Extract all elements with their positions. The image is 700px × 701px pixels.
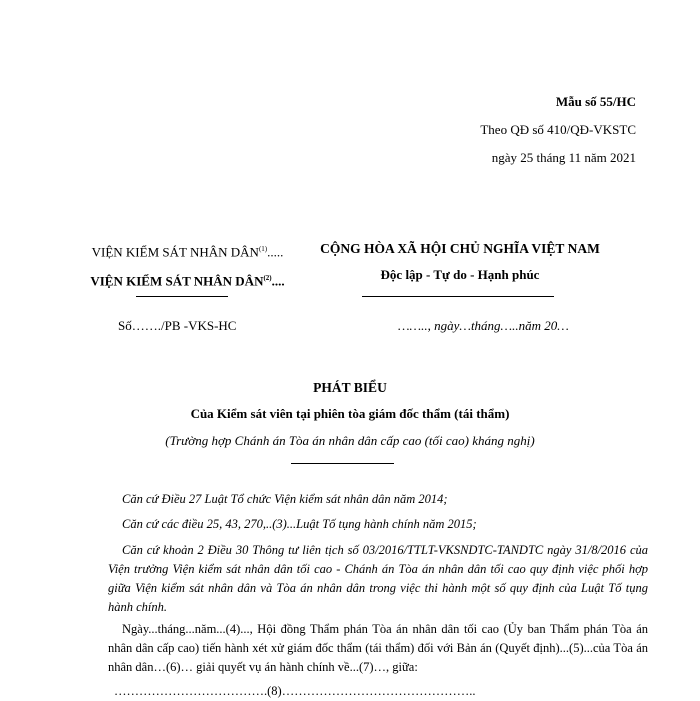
document-subtitle: Của Kiểm sát viên tại phiên tòa giám đốc thẩm (tái thẩm)	[190, 406, 510, 421]
footnote-ref-1: (1)	[258, 245, 268, 253]
agency-line-issuing: VIỆN KIỂM SÁT NHÂN DÂN$^{(2)}$....	[90, 273, 285, 289]
form-decision: Theo QĐ số 410/QĐ-VKSTC	[480, 122, 636, 137]
national-motto: Độc lập - Tự do - Hạnh phúc	[380, 267, 540, 282]
document-number: Số……./PB -VKS-HC	[118, 318, 237, 333]
country-name: CỘNG HÒA XÃ HỘI CHỦ NGHĨA VIỆT NAM	[320, 241, 600, 256]
agency-underline	[136, 296, 228, 297]
document-title: PHÁT BIỂU	[313, 380, 387, 395]
agency-header	[80, 236, 295, 295]
paragraph-parties-blank: ……………………………….(8)………………………………………..	[114, 684, 476, 698]
footnote-ref-2: (2)	[263, 274, 272, 283]
form-date: ngày 25 tháng 11 năm 2021	[491, 150, 636, 165]
document-note: (Trường hợp Chánh án Tòa án nhân dân cấp cao (tối cao) kháng nghị)	[165, 433, 535, 448]
title-underline	[291, 463, 394, 464]
agency-line-superior: VIỆN KIỂM SÁT NHÂN DÂN$^{(1)}$.....	[91, 244, 284, 260]
place-date: …….., ngày…tháng…..năm 20…	[398, 318, 569, 333]
paragraph-legal-basis-1: Căn cứ Điều 27 Luật Tổ chức Viện kiểm sát nhân dân năm 2014;	[122, 492, 448, 506]
paragraph-legal-basis-3: Căn cứ khoản 2 Điều 30 Thông tư liên tịch số 03/2016/TTLT-VKSNDTC-TANDTC ngày 31/8/2016 của Viện trưởng Viện kiểm sát nhân dân tối cao - Chánh án Tòa án nhân dân tối cao quy định việc phối hợp giữa Viện kiểm sát nhân dân và Tòa án nhân dân trong việc thi hành một số quy định của Luật Tố tụng hành chính.	[108, 543, 648, 614]
form-code: Mẫu số 55/HC	[555, 94, 636, 109]
paragraph-legal-basis-2: Căn cứ các điều 25, 43, 270,..(3)...Luật Tố tụng hành chính năm 2015;	[122, 517, 477, 531]
form-meta	[480, 88, 636, 172]
motto-underline	[362, 296, 554, 297]
national-header	[305, 236, 615, 288]
paragraph-trial-info: Ngày...tháng...năm...(4)..., Hội đồng Thẩm phán Tòa án nhân dân tối cao (Ủy ban Thẩm phán Tòa án nhân dân cấp cao) tiến hành xét xử giám đốc thẩm (tái thẩm) đối với Bản án (Quyết định)...(5)...của Tòa án nhân dân…(6)… giải quyết vụ án hành chính về...(7)…, giữa:	[108, 622, 648, 674]
